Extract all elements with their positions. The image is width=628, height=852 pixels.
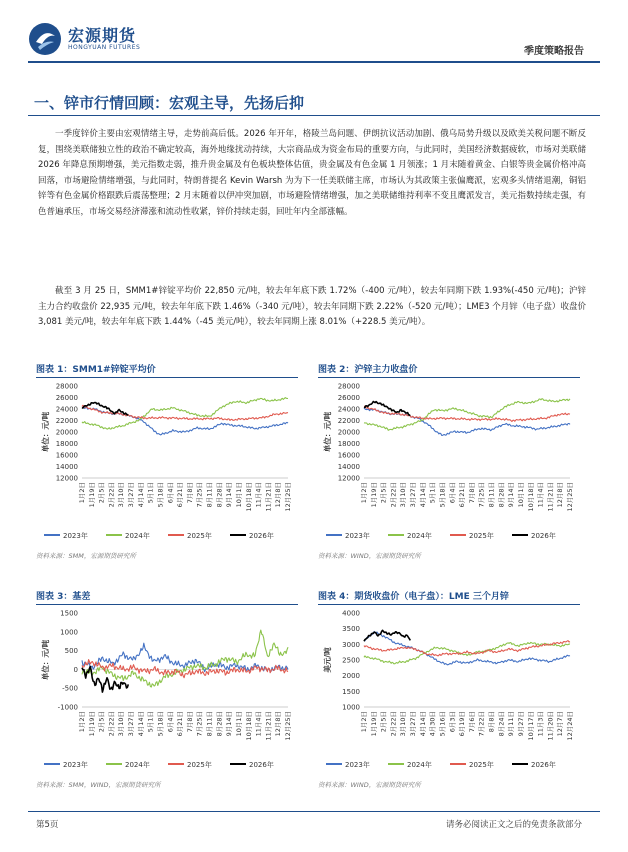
x-tick-label: 6月19日 bbox=[458, 711, 467, 737]
x-tick-label: 9月11日 bbox=[507, 711, 516, 737]
legend-label: 2024年 bbox=[125, 532, 150, 540]
x-tick-label: 12月24日 bbox=[566, 711, 574, 741]
series-line-1 bbox=[364, 632, 570, 665]
legend-label: 2025年 bbox=[187, 532, 212, 540]
x-tick-label: 10月18日 bbox=[244, 711, 253, 741]
y-tick-label: 18000 bbox=[55, 440, 78, 448]
y-axis-label: 单位：元/吨 bbox=[41, 411, 50, 453]
x-tick-label: 6月4日 bbox=[166, 711, 175, 733]
chart-lme-zinc-3m bbox=[316, 607, 582, 777]
x-tick-label: 3月27日 bbox=[409, 711, 418, 737]
x-tick-label: 6月3日 bbox=[448, 711, 457, 733]
x-tick-label: 2月22日 bbox=[107, 482, 116, 508]
x-tick-label: 5月1日 bbox=[146, 482, 155, 504]
figure-4-source: 资料来源：WIND，宏源期货研究所 bbox=[318, 781, 421, 789]
legend-label: 2024年 bbox=[407, 761, 432, 769]
paragraph-price-summary: 截至 3 月 25 日，SMM1#锌锭平均价 22,850 元/吨，较去年年底下跌 1.72%（-400 元/吨），较去年同期下跌 1.93%(-450 元/吨)；沪锌主力合约收盘价 22,935 元/吨，较去年年底下跌 1.46%（-340 元/吨），较去年同期下跌 2.22%（-520 元/吨）；LME3 个月锌（电子盘）收盘价 3,081 美元/吨，较去年年底下跌 1.44%（-45 美元/吨），较去年同期上涨 8.01%（+228.5 美元/吨）。 bbox=[38, 286, 586, 328]
x-tick-label: 1月2日 bbox=[360, 482, 368, 504]
report-type: 季度策略报告 bbox=[524, 46, 584, 57]
x-tick-label: 10月1日 bbox=[234, 711, 243, 737]
legend-label: 2023年 bbox=[63, 532, 88, 540]
series-line-2 bbox=[364, 399, 570, 431]
legend-label: 2024年 bbox=[407, 532, 432, 540]
legend-label: 2025年 bbox=[187, 761, 212, 769]
x-tick-label: 11月21日 bbox=[264, 482, 273, 512]
y-tick-label: 20000 bbox=[55, 428, 78, 437]
y-tick-label: 24000 bbox=[55, 405, 78, 414]
x-tick-label: 10月18日 bbox=[244, 482, 253, 512]
x-tick-label: 8月11日 bbox=[205, 482, 214, 508]
x-tick-label: 5月1日 bbox=[428, 482, 437, 504]
y-tick-label: 12000 bbox=[55, 474, 78, 483]
header-divider bbox=[28, 61, 600, 63]
x-tick-label: 9月14日 bbox=[507, 482, 516, 508]
x-tick-label: 8月28日 bbox=[215, 711, 224, 737]
x-tick-label: 1月19日 bbox=[87, 711, 96, 737]
series-line-4 bbox=[364, 630, 410, 641]
y-tick-label: 1000 bbox=[60, 628, 78, 637]
x-tick-label: 4月14日 bbox=[418, 482, 427, 508]
y-tick-label: 2000 bbox=[342, 672, 360, 681]
chart-smm-zinc-ingot-price bbox=[34, 380, 300, 548]
series-line-3 bbox=[364, 406, 570, 421]
x-tick-label: 11月4日 bbox=[254, 711, 263, 737]
y-tick-label: 28000 bbox=[337, 382, 360, 391]
legend-label: 2026年 bbox=[249, 532, 274, 540]
x-tick-label: 3月10日 bbox=[117, 711, 126, 737]
x-tick-label: 7月6日 bbox=[467, 711, 476, 733]
x-tick-label: 3月10日 bbox=[399, 482, 408, 508]
logo-text-cn: 宏源期货 bbox=[68, 26, 137, 45]
y-axis-label: 单位：元/吨 bbox=[41, 639, 50, 681]
y-tick-label: 18000 bbox=[337, 440, 360, 448]
legend-label: 2026年 bbox=[531, 761, 556, 769]
x-tick-label: 7月8日 bbox=[185, 711, 194, 733]
figure-3-title-rule bbox=[36, 604, 298, 605]
x-tick-label: 6月21日 bbox=[176, 482, 185, 508]
x-tick-label: 5月18日 bbox=[156, 711, 165, 737]
x-tick-label: 8月24日 bbox=[497, 711, 506, 737]
x-tick-label: 3月27日 bbox=[409, 482, 418, 508]
y-tick-label: 16000 bbox=[337, 451, 360, 460]
y-tick-label: 24000 bbox=[337, 405, 360, 414]
x-tick-label: 11月4日 bbox=[536, 482, 545, 508]
x-tick-label: 7月8日 bbox=[185, 482, 194, 504]
x-tick-label: 2月5日 bbox=[97, 482, 106, 504]
x-tick-label: 2月5日 bbox=[97, 711, 106, 733]
x-tick-label: 7月25日 bbox=[477, 482, 486, 508]
y-tick-label: 20000 bbox=[337, 428, 360, 437]
x-tick-label: 4月14日 bbox=[418, 711, 427, 737]
figure-1-source: 资料来源：SMM，宏源期货研究所 bbox=[36, 552, 136, 560]
y-tick-label: -1000 bbox=[57, 703, 78, 712]
x-tick-label: 12月8日 bbox=[556, 482, 565, 508]
legend-label: 2023年 bbox=[63, 761, 88, 769]
x-tick-label: 5月18日 bbox=[156, 482, 165, 508]
x-tick-label: 6月21日 bbox=[458, 482, 467, 508]
y-tick-label: 1500 bbox=[342, 687, 360, 696]
y-tick-label: 12000 bbox=[337, 474, 360, 483]
x-tick-label: 11月4日 bbox=[254, 482, 263, 508]
x-tick-label: 11月21日 bbox=[546, 482, 555, 512]
x-tick-label: 9月14日 bbox=[225, 482, 234, 508]
y-tick-label: 28000 bbox=[55, 382, 78, 391]
x-tick-label: 7月22日 bbox=[477, 711, 486, 737]
x-tick-label: 5月18日 bbox=[438, 482, 447, 508]
x-tick-label: 12月25日 bbox=[284, 711, 292, 741]
x-tick-label: 1月19日 bbox=[87, 482, 96, 508]
figure-2-title-rule bbox=[318, 377, 580, 378]
x-tick-label: 8月11日 bbox=[487, 482, 496, 508]
page-number: 第5页 bbox=[36, 820, 59, 830]
x-tick-label: 11月20日 bbox=[546, 711, 555, 741]
x-tick-label: 9月27日 bbox=[516, 711, 525, 737]
y-tick-label: -500 bbox=[62, 684, 78, 693]
x-tick-label: 12月25日 bbox=[566, 482, 574, 512]
x-tick-label: 10月1日 bbox=[516, 482, 525, 508]
y-tick-label: 26000 bbox=[337, 394, 360, 402]
x-tick-label: 12月25日 bbox=[284, 482, 292, 512]
y-tick-label: 26000 bbox=[55, 394, 78, 402]
x-tick-label: 11月21日 bbox=[264, 711, 273, 741]
x-tick-label: 12月8日 bbox=[274, 711, 283, 737]
legend-label: 2023年 bbox=[345, 761, 370, 769]
x-tick-label: 3月27日 bbox=[127, 482, 136, 508]
x-tick-label: 1月19日 bbox=[369, 711, 378, 737]
figure-2-source: 资料来源：WIND，宏源期货研究所 bbox=[318, 552, 421, 560]
legend-label: 2023年 bbox=[345, 532, 370, 540]
y-tick-label: 1000 bbox=[342, 703, 360, 712]
legend-label: 2025年 bbox=[469, 532, 494, 540]
x-tick-label: 4月14日 bbox=[136, 711, 145, 737]
legend-label: 2026年 bbox=[249, 761, 274, 769]
y-tick-label: 14000 bbox=[55, 463, 78, 471]
legend-label: 2024年 bbox=[125, 761, 150, 769]
x-tick-label: 1月2日 bbox=[78, 482, 86, 504]
x-tick-label: 10月18日 bbox=[526, 482, 535, 512]
y-tick-label: 0 bbox=[73, 665, 78, 674]
logo-text-en: HONGYUAN FUTURES bbox=[68, 44, 141, 51]
x-tick-label: 2月22日 bbox=[389, 482, 398, 508]
x-tick-label: 6月4日 bbox=[448, 482, 457, 504]
y-tick-label: 500 bbox=[64, 647, 78, 656]
figure-4-title: 图表 4：期货收盘价（电子盘）：LME 三个月锌 bbox=[318, 592, 509, 602]
company-logo bbox=[28, 22, 168, 58]
x-tick-label: 12月8日 bbox=[274, 482, 283, 508]
x-tick-label: 3月10日 bbox=[399, 711, 408, 737]
y-axis-label: 美元/吨 bbox=[323, 647, 332, 673]
y-tick-label: 2500 bbox=[342, 656, 360, 665]
figure-1-title-rule bbox=[36, 377, 298, 378]
x-tick-label: 7月25日 bbox=[195, 711, 204, 737]
legend-label: 2025年 bbox=[469, 761, 494, 769]
x-tick-label: 7月8日 bbox=[467, 482, 476, 504]
x-tick-label: 5月1日 bbox=[146, 711, 155, 733]
x-tick-label: 1月2日 bbox=[360, 711, 368, 733]
footer-divider bbox=[28, 811, 600, 812]
chart-shfe-zinc-close bbox=[316, 380, 582, 548]
y-tick-label: 4000 bbox=[342, 609, 360, 618]
x-tick-label: 4月30日 bbox=[428, 711, 437, 737]
figure-3-title: 图表 3：基差 bbox=[36, 592, 91, 602]
x-tick-label: 3月10日 bbox=[117, 482, 126, 508]
x-tick-label: 6月4日 bbox=[166, 482, 175, 504]
x-tick-label: 5月16日 bbox=[438, 711, 447, 737]
figure-3-source: 资料来源：SMM，WIND，宏源期货研究所 bbox=[36, 781, 161, 789]
y-tick-label: 14000 bbox=[337, 463, 360, 471]
x-tick-label: 6月21日 bbox=[176, 711, 185, 737]
x-tick-label: 1月2日 bbox=[78, 711, 86, 733]
y-tick-label: 22000 bbox=[55, 417, 78, 425]
section-divider bbox=[28, 115, 600, 116]
figure-1-title: 图表 1：SMM1#锌锭平均价 bbox=[36, 365, 156, 375]
x-tick-label: 9月14日 bbox=[225, 711, 234, 737]
x-tick-label: 11月3日 bbox=[536, 711, 545, 737]
x-tick-label: 12月7日 bbox=[556, 711, 565, 737]
x-tick-label: 8月8日 bbox=[487, 711, 496, 733]
x-tick-label: 10月1日 bbox=[234, 482, 243, 508]
y-tick-label: 3500 bbox=[342, 625, 360, 634]
y-axis-label: 单位：元/吨 bbox=[323, 411, 332, 453]
y-tick-label: 16000 bbox=[55, 451, 78, 460]
x-tick-label: 8月28日 bbox=[497, 482, 506, 508]
x-tick-label: 2月5日 bbox=[379, 482, 388, 504]
legend-label: 2026年 bbox=[531, 532, 556, 540]
x-tick-label: 7月25日 bbox=[195, 482, 204, 508]
disclaimer-note: 请务必阅读正文之后的免责条款部分 bbox=[445, 820, 582, 830]
paragraph-market-review: 一季度锌价主要由宏观情绪主导，走势前高后低。2026 年开年，格陵兰岛问题、伊朗抗议活动加剧、俄乌局势升级以及欧美关税问题不断反复，围绕美联储独立性的政治不确定较高，海外地缘扰动持续，大宗商品成为资金布局的重要方向，与此同时，美国经济数据疲软，市场对美联储 2026 年降息预期增强，美元指数走弱，推升贵金属及有色板块整体估值，贵金属及有色金属 1 月领涨；1 月末随着黄金、白银等贵金属价格冲高回落，市场避险情绪增强，与此同时，特朗普提名 Kevin Warsh 为为下一任美联储主席，市场认为其政策主张偏鹰派，宏观多头情绪退潮，铜铝锌等有色金属价格跟跌后震荡整理；2 月末随着以伊冲突加剧，市场避险情绪增强，加之美联储维持利率不变且鹰派发言，美元指数持续走强，有色普遍承压，市场交易经济滞涨和流动性收紧，锌价持续走弱，回吐年内全部涨幅。 bbox=[38, 129, 586, 217]
logo-mark-icon bbox=[28, 22, 62, 56]
figure-4-title-rule bbox=[318, 604, 580, 605]
y-tick-label: 22000 bbox=[337, 417, 360, 425]
x-tick-label: 2月22日 bbox=[107, 711, 116, 737]
series-line-2 bbox=[82, 630, 288, 687]
section-title: 一、锌市行情回顾：宏观主导，先扬后抑 bbox=[34, 94, 305, 112]
x-tick-label: 2月5日 bbox=[379, 711, 388, 733]
x-tick-label: 2月22日 bbox=[389, 711, 398, 737]
chart-basis bbox=[34, 607, 300, 777]
x-tick-label: 3月27日 bbox=[127, 711, 136, 737]
y-tick-label: 1500 bbox=[60, 609, 78, 618]
x-tick-label: 8月28日 bbox=[215, 482, 224, 508]
x-tick-label: 8月11日 bbox=[205, 711, 214, 737]
x-tick-label: 4月14日 bbox=[136, 482, 145, 508]
x-tick-label: 1月19日 bbox=[369, 482, 378, 508]
figure-2-title: 图表 2：沪锌主力收盘价 bbox=[318, 365, 418, 375]
x-tick-label: 10月17日 bbox=[526, 711, 535, 741]
y-tick-label: 3000 bbox=[342, 640, 360, 649]
